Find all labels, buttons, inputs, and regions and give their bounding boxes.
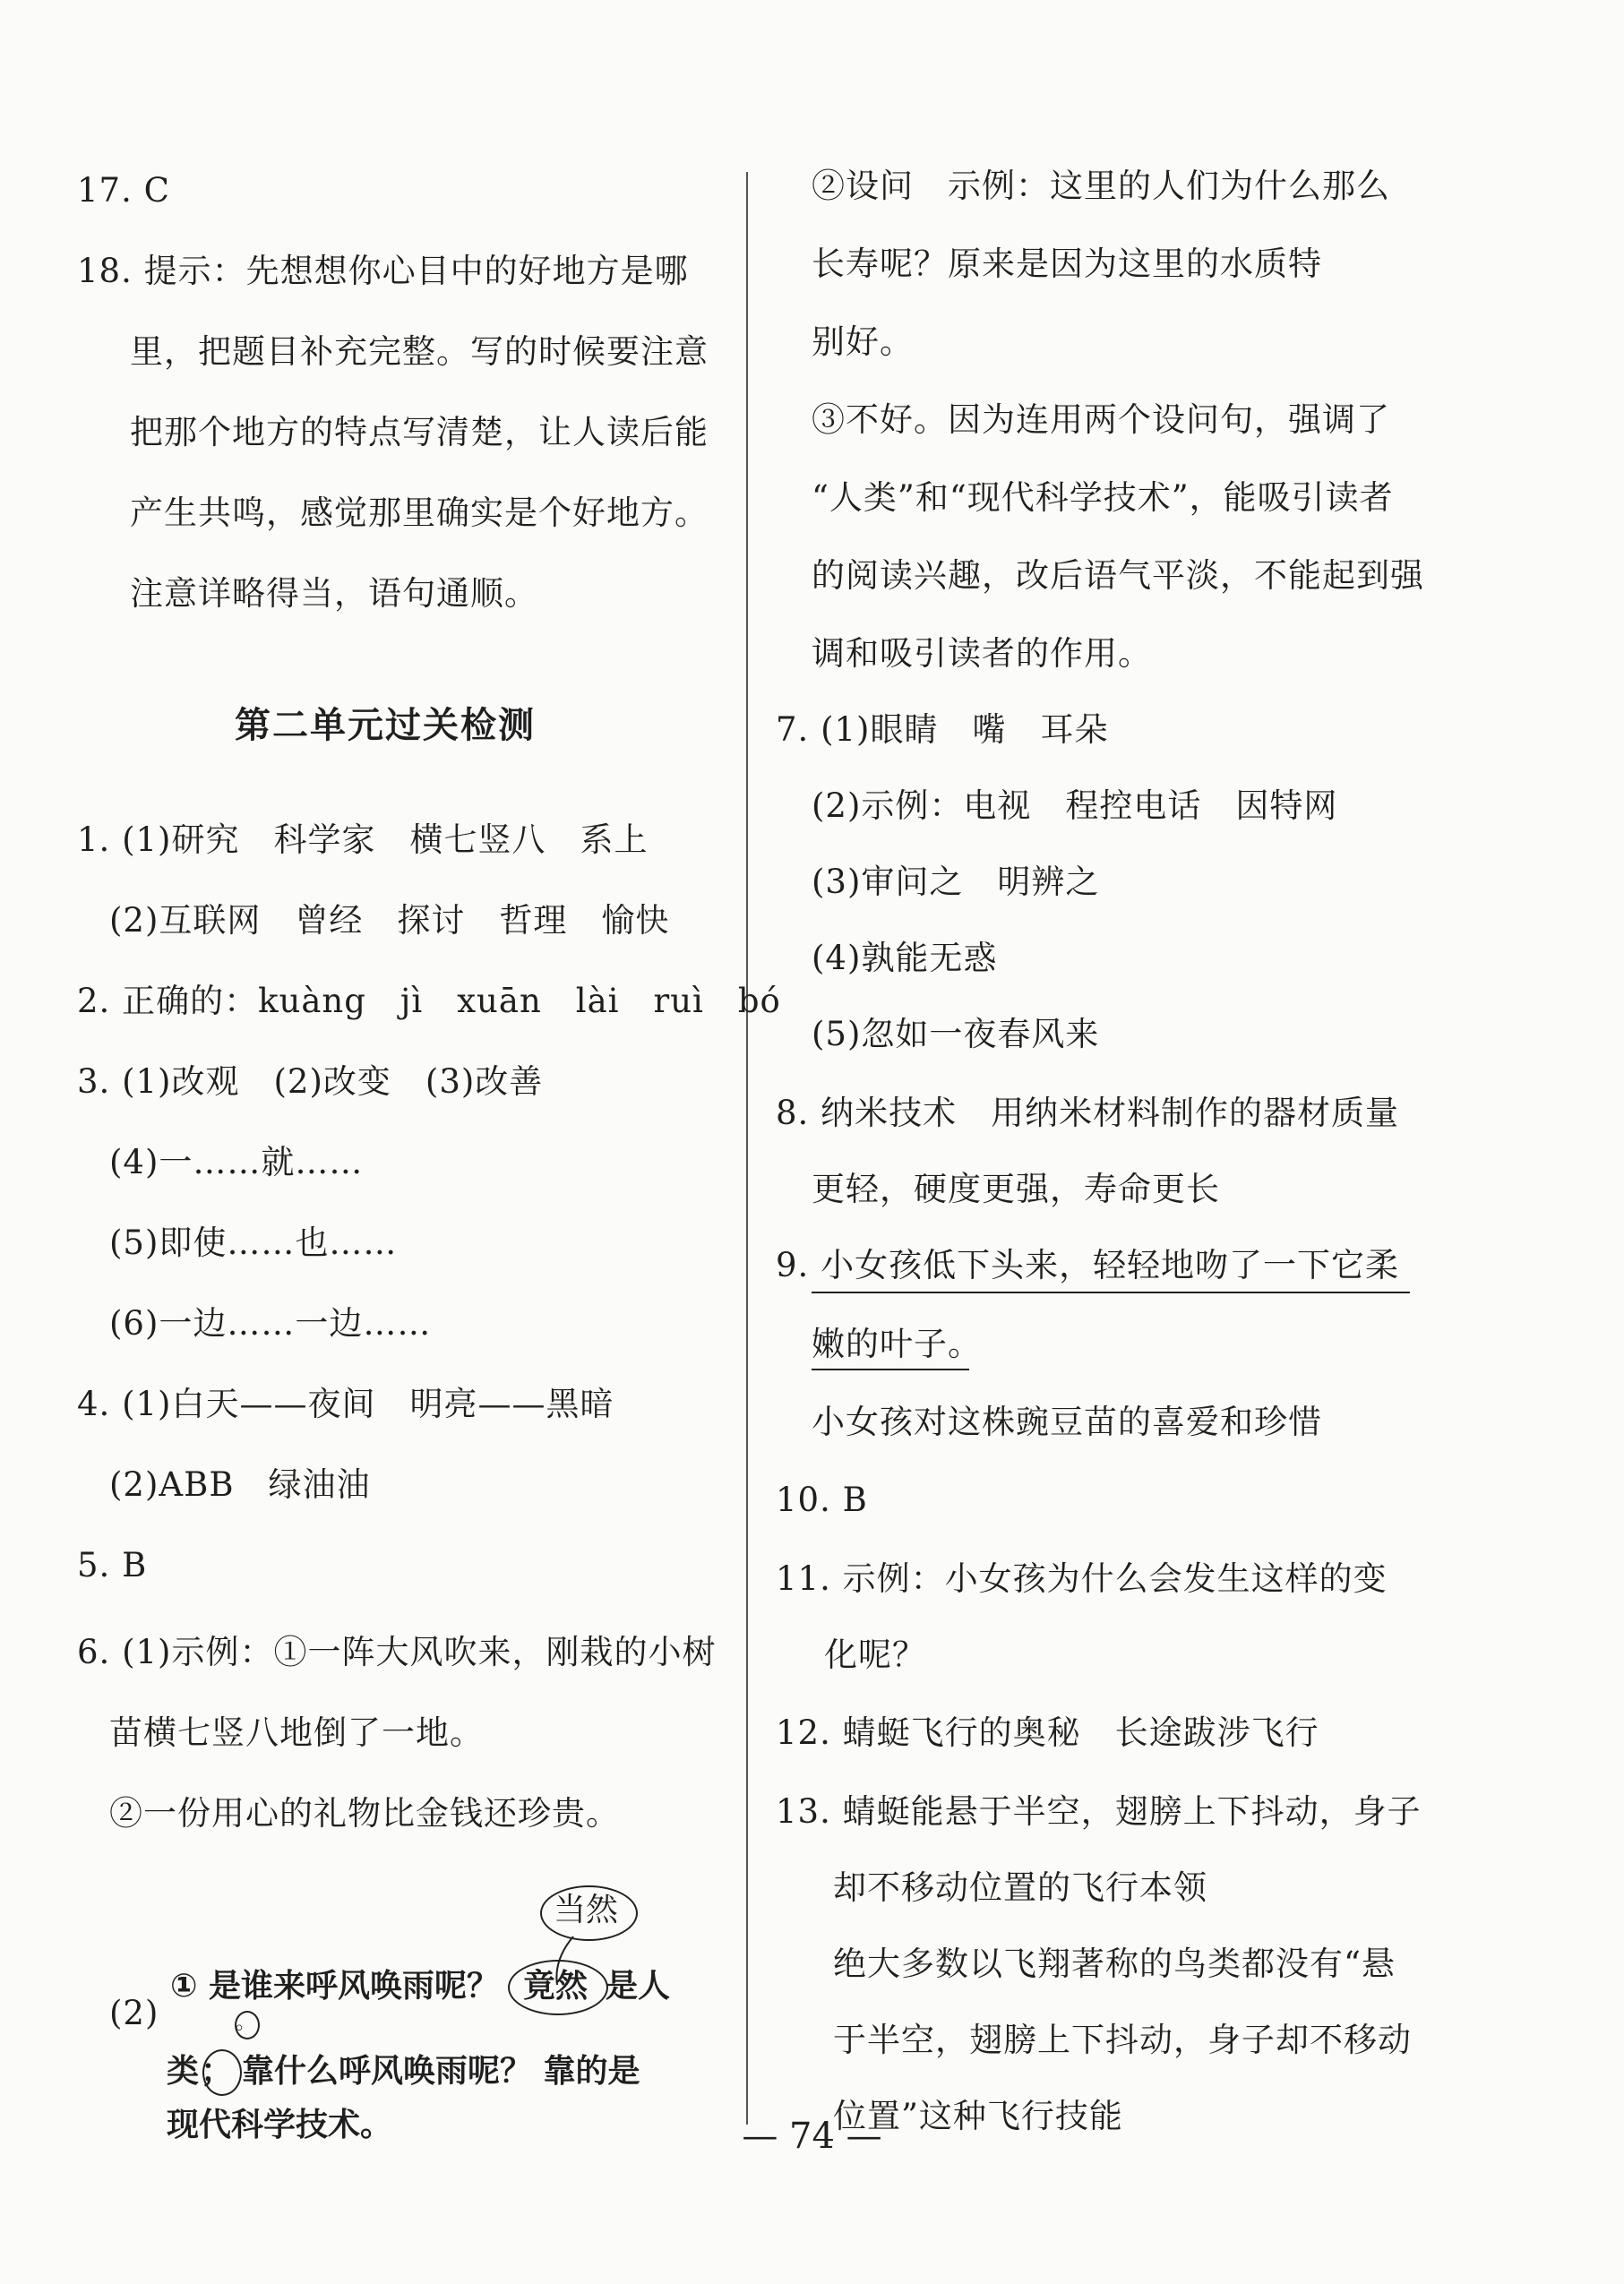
- answer-18-line-4: 产生共鸣，感觉那里确实是个好地方。: [130, 494, 709, 532]
- answer-13-line-2: 却不移动位置的飞行本领: [833, 1868, 1207, 1907]
- answer-4-line-2: (2)ABB 绿油油: [109, 1465, 371, 1504]
- answer-6-2-line-1-b: 是人: [606, 1968, 671, 2005]
- answer-7-line-5: (5)忽如一夜春风来: [812, 1015, 1100, 1053]
- answer-7-line-4: (4)孰能无惑: [812, 939, 998, 977]
- answer-6-cont-line-4: ③不好。因为连用两个设问句，强调了: [812, 400, 1390, 439]
- answer-6-cont-line-5: “人类”和“现代科学技术”，能吸引读者: [812, 478, 1394, 517]
- answer-6-2-line-2-b: 靠什么呼风唤雨呢？ 靠的是: [242, 2053, 640, 2090]
- answer-18-line-3: 把那个地方的特点写清楚，让人读后能: [130, 413, 709, 451]
- answer-5: 5. B: [77, 1546, 148, 1584]
- answer-13-line-5: 位置”这种飞行技能: [833, 2097, 1123, 2135]
- section-heading: 第二单元过关检测: [235, 705, 536, 746]
- answer-6-cont-line-1: ②设问 示例：这里的人们为什么那么: [812, 167, 1390, 205]
- answer-13-line-1: 13. 蜻蜓能悬于半空，翅膀上下抖动，身子: [776, 1792, 1422, 1831]
- answer-18-line-1: 18. 提示：先想想你心目中的好地方是哪: [77, 252, 689, 290]
- answer-9-line-1: 9. 小女孩低下头来，轻轻地吻了一下它柔: [776, 1246, 1400, 1284]
- answer-6-cont-line-3: 别好。: [812, 322, 914, 361]
- circled-word: 竟然: [523, 1968, 589, 2005]
- answer-6-2-line-2-a: 类: [167, 2053, 200, 2090]
- answer-13-line-4: 于半空，翅膀上下抖动，身子却不移动: [833, 2021, 1412, 2059]
- answer-11-line-2: 化呢？: [824, 1636, 926, 1674]
- page-number: — 74 —: [742, 2116, 882, 2157]
- answer-3-line-1: 3. (1)改观 (2)改变 (3)改善: [77, 1062, 544, 1101]
- answer-12: 12. 蜻蜓飞行的奥秘 长途跋涉飞行: [776, 1713, 1319, 1752]
- answer-6-2-line-3: 现代科学技术。: [167, 2107, 393, 2143]
- answer-6-cont-line-2: 长寿呢？原来是因为这里的水质特: [812, 245, 1322, 283]
- answer-1-line-2: (2)互联网 曾经 探讨 哲理 愉快: [109, 901, 670, 940]
- circled-mark: ；: [201, 2053, 234, 2090]
- small-mark: 。: [236, 2012, 257, 2034]
- answer-6-cont-line-7: 调和吸引读者的作用。: [812, 634, 1152, 673]
- answer-7-line-1: 7. (1)眼睛 嘴 耳朵: [776, 710, 1109, 749]
- answer-9-line-2: 嫩的叶子。: [812, 1325, 982, 1363]
- answer-9-underline-2: [812, 1369, 969, 1370]
- answer-17: 17. C: [77, 171, 170, 210]
- answer-6-line-2: 苗横七竖八地倒了一地。: [109, 1713, 484, 1752]
- answer-6-line-3: ②一份用心的礼物比金钱还珍贵。: [109, 1794, 620, 1833]
- answer-10: 10. B: [776, 1481, 868, 1519]
- answer-7-line-3: (3)审问之 明辨之: [812, 863, 1100, 901]
- answer-6-line-1: 6. (1)示例：①一阵大风吹来，刚栽的小树: [77, 1633, 717, 1671]
- answer-2: 2. 正确的：kuàng jì xuān lài ruì bó: [77, 982, 781, 1020]
- answer-1-line-1: 1. (1)研究 科学家 横七竖八 系上: [77, 820, 649, 859]
- answer-7-line-2: (2)示例：电视 程控电话 因特网: [812, 786, 1338, 825]
- answer-6-cont-line-6: 的阅读兴趣，改后语气平淡，不能起到强: [812, 556, 1424, 595]
- answer-4-line-1: 4. (1)白天——夜间 明亮——黑暗: [77, 1385, 614, 1423]
- answer-6-2-line-1-a: ① 是谁来呼风唤雨呢？: [170, 1968, 500, 2005]
- answer-11-line-1: 11. 示例：小女孩为什么会发生这样的变: [776, 1559, 1388, 1598]
- answer-8-line-2: 更轻，硬度更强，寿命更长: [812, 1170, 1220, 1208]
- answer-9-underline-1: [812, 1292, 1410, 1293]
- answer-6-2-label: (2): [109, 1994, 159, 2032]
- answer-18-line-5: 注意详略得当，语句通顺。: [130, 574, 538, 613]
- answer-3-line-3: (5)即使……也……: [109, 1224, 398, 1262]
- answer-3-line-2: (4)一……就……: [109, 1143, 364, 1181]
- answer-13-line-3: 绝大多数以飞翔著称的鸟类都没有“悬: [833, 1945, 1396, 1983]
- answer-18-line-2: 里，把题目补充完整。写的时候要注意: [130, 332, 709, 371]
- answer-3-line-4: (6)一边……一边……: [109, 1304, 432, 1343]
- answer-9-line-3: 小女孩对这株豌豆苗的喜爱和珍惜: [812, 1403, 1322, 1441]
- answer-8-line-1: 8. 纳米技术 用纳米材料制作的器材质量: [776, 1094, 1400, 1132]
- correction-word: 当然: [554, 1892, 619, 1928]
- column-divider: [746, 172, 748, 2125]
